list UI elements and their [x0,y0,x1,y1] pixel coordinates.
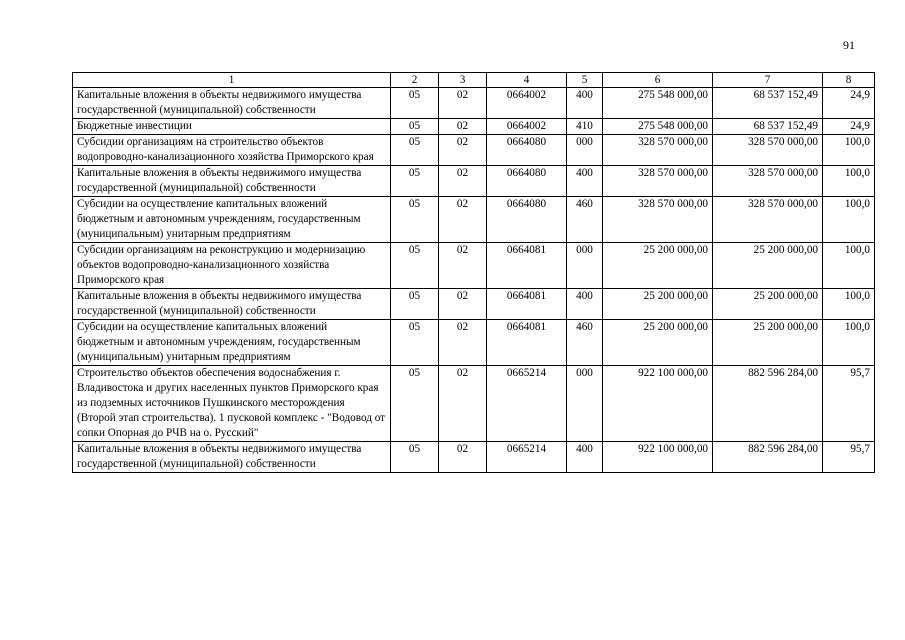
row-percent: 100,0 [823,135,875,166]
row-subsection: 02 [439,366,487,442]
row-section: 05 [391,135,439,166]
table-row [73,243,875,289]
header-col-2: 2 [391,73,439,88]
row-planned-amount: 25 200 000,00 [603,289,713,320]
row-percent: 24,9 [823,88,875,119]
row-name: Капитальные вложения в объекты недвижимого имущества государственной (муниципальной) собственности [73,289,391,320]
row-target-code: 0664080 [487,166,567,197]
row-name: Субсидии на осуществление капитальных вложений бюджетным и автономным учреждениям, государственным (муниципальным) унитарным предприятиям [73,320,391,366]
header-col-7: 7 [713,73,823,88]
row-expense-type: 000 [567,135,603,166]
row-name: Бюджетные инвестиции [73,119,391,135]
row-subsection: 02 [439,119,487,135]
row-subsection: 02 [439,320,487,366]
row-executed-amount: 882 596 284,00 [713,366,823,442]
row-expense-type: 000 [567,366,603,442]
table-row [73,119,875,135]
row-name: Капитальные вложения в объекты недвижимого имущества государственной (муниципальной) собственности [73,166,391,197]
row-percent: 100,0 [823,289,875,320]
row-planned-amount: 922 100 000,00 [603,442,713,473]
row-expense-type: 460 [567,320,603,366]
row-name: Капитальные вложения в объекты недвижимого имущества государственной (муниципальной) собственности [73,442,391,473]
row-subsection: 02 [439,442,487,473]
row-section: 05 [391,166,439,197]
table-row [73,197,875,243]
row-section: 05 [391,289,439,320]
header-col-5: 5 [567,73,603,88]
row-subsection: 02 [439,88,487,119]
row-percent: 100,0 [823,197,875,243]
header-row [73,73,875,88]
row-executed-amount: 328 570 000,00 [713,197,823,243]
row-subsection: 02 [439,135,487,166]
row-section: 05 [391,320,439,366]
row-name: Строительство объектов обеспечения водоснабжения г. Владивостока и других населенных пунктов Приморского края из подземных источников Пушкинского месторождения (Второй этап строительства). 1 пусковой комплекс - "Водовод от сопки Опорная до РЧВ на о. Русский" [73,366,391,442]
row-target-code: 0664081 [487,289,567,320]
page-number: 91 [843,38,855,52]
row-executed-amount: 328 570 000,00 [713,166,823,197]
row-planned-amount: 25 200 000,00 [603,243,713,289]
row-planned-amount: 328 570 000,00 [603,197,713,243]
row-planned-amount: 275 548 000,00 [603,88,713,119]
row-section: 05 [391,197,439,243]
row-percent: 100,0 [823,166,875,197]
row-target-code: 0664002 [487,119,567,135]
header-col-3: 3 [439,73,487,88]
row-expense-type: 400 [567,442,603,473]
row-percent: 95,7 [823,442,875,473]
row-target-code: 0664002 [487,88,567,119]
row-name: Капитальные вложения в объекты недвижимого имущества государственной (муниципальной) собственности [73,88,391,119]
table-row [73,366,875,442]
row-section: 05 [391,442,439,473]
table-row [73,88,875,119]
row-name: Субсидии организациям на строительство объектов водопроводно-канализационного хозяйства Приморского края [73,135,391,166]
row-expense-type: 400 [567,289,603,320]
row-executed-amount: 328 570 000,00 [713,135,823,166]
table-row [73,442,875,473]
row-subsection: 02 [439,289,487,320]
row-expense-type: 400 [567,88,603,119]
row-section: 05 [391,119,439,135]
row-executed-amount: 68 537 152,49 [713,88,823,119]
row-percent: 100,0 [823,243,875,289]
header-col-1: 1 [73,73,391,88]
row-expense-type: 410 [567,119,603,135]
header-col-4: 4 [487,73,567,88]
header-col-8: 8 [823,73,875,88]
row-target-code: 0665214 [487,442,567,473]
header-col-6: 6 [603,73,713,88]
row-section: 05 [391,243,439,289]
row-executed-amount: 25 200 000,00 [713,243,823,289]
row-planned-amount: 328 570 000,00 [603,135,713,166]
row-subsection: 02 [439,197,487,243]
table-row [73,320,875,366]
row-target-code: 0664081 [487,243,567,289]
table-row [73,135,875,166]
row-planned-amount: 275 548 000,00 [603,119,713,135]
row-target-code: 0665214 [487,366,567,442]
row-executed-amount: 68 537 152,49 [713,119,823,135]
row-target-code: 0664080 [487,135,567,166]
row-executed-amount: 882 596 284,00 [713,442,823,473]
row-name: Субсидии на осуществление капитальных вложений бюджетным и автономным учреждениям, государственным (муниципальным) унитарным предприятиям [73,197,391,243]
row-executed-amount: 25 200 000,00 [713,289,823,320]
table-row [73,166,875,197]
row-subsection: 02 [439,166,487,197]
row-section: 05 [391,366,439,442]
row-percent: 100,0 [823,320,875,366]
row-percent: 95,7 [823,366,875,442]
row-expense-type: 460 [567,197,603,243]
row-expense-type: 000 [567,243,603,289]
row-planned-amount: 328 570 000,00 [603,166,713,197]
row-expense-type: 400 [567,166,603,197]
row-planned-amount: 922 100 000,00 [603,366,713,442]
table-row [73,289,875,320]
row-target-code: 0664080 [487,197,567,243]
row-planned-amount: 25 200 000,00 [603,320,713,366]
row-percent: 24,9 [823,119,875,135]
row-subsection: 02 [439,243,487,289]
budget-table [72,72,875,473]
row-executed-amount: 25 200 000,00 [713,320,823,366]
row-section: 05 [391,88,439,119]
row-target-code: 0664081 [487,320,567,366]
row-name: Субсидии организациям на реконструкцию и модернизацию объектов водопроводно-канализационного хозяйства Приморского края [73,243,391,289]
